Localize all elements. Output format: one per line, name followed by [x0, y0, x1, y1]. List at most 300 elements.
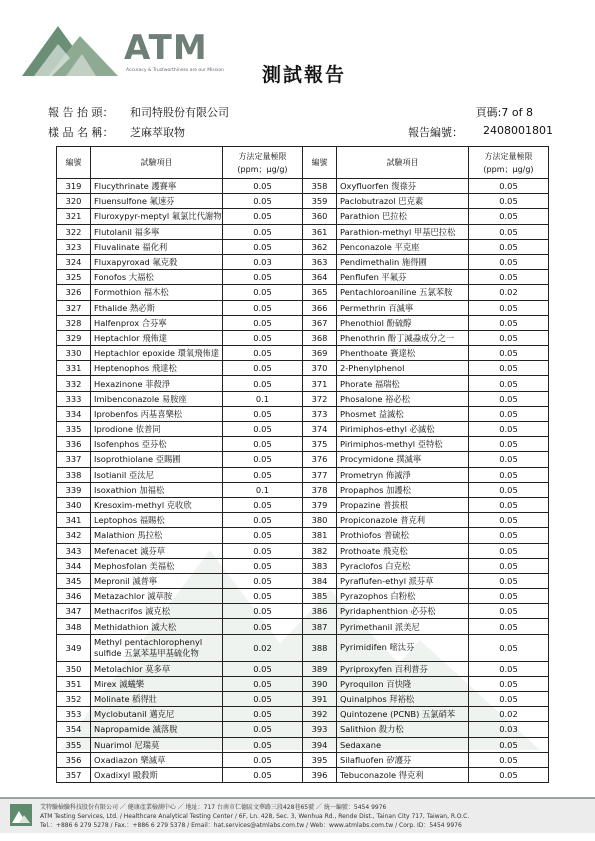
cell-no: 390 [303, 676, 337, 691]
cell-no: 392 [303, 707, 337, 722]
cell-item: Propiconazole 普克利 [337, 513, 469, 528]
table-header-row [57, 147, 549, 179]
cell-no: 350 [57, 661, 91, 676]
cell-item: Pyridaphenthion 必芬松 [337, 604, 469, 619]
cell-limit: 0.05 [223, 315, 303, 330]
cell-item: Heptachlor 飛佈達 [91, 330, 223, 345]
cell-limit: 0.05 [223, 767, 303, 782]
cell-no: 331 [57, 361, 91, 376]
cell-limit: 0.05 [469, 361, 549, 376]
cell-limit: 0.05 [469, 194, 549, 209]
table-row [57, 497, 549, 512]
cell-no: 376 [303, 452, 337, 467]
cell-no: 375 [303, 437, 337, 452]
cell-item: Fluvalinate 福化利 [91, 239, 223, 254]
document-title: 測試報告 [262, 64, 347, 86]
cell-limit: 0.05 [223, 376, 303, 391]
sample-label: 樣 品 名 稱： [48, 126, 114, 139]
cell-item: Pyrimidifen 嘧汰芬 [337, 634, 469, 661]
table-row [57, 270, 549, 285]
cell-no: 363 [303, 254, 337, 269]
cell-item: Pyraclofos 白克松 [337, 558, 469, 573]
cell-item: Myclobutanil 邁克尼 [91, 707, 223, 722]
cell-item: Heptenophos 飛達松 [91, 361, 223, 376]
cell-limit: 0.05 [469, 422, 549, 437]
cell-no: 383 [303, 558, 337, 573]
cell-no: 340 [57, 497, 91, 512]
results-table [56, 146, 549, 783]
cell-item: Halfenprox 合芬寧 [91, 315, 223, 330]
cell-item: Heptachlor epoxide 環氧飛佈達 [91, 346, 223, 361]
footer-line-2: ATM Testing Services, Ltd. / Healthcare Analytical Testing Center / 6F, Ln. 428, Sec. 3, Wenhua Rd., Rende Dist., Tainan City 717, Taiwan, R.O.C. [40, 813, 470, 820]
cell-item: Oxadiazon 樂滅草 [91, 752, 223, 767]
cell-limit: 0.05 [469, 346, 549, 361]
cell-no: 355 [57, 737, 91, 752]
table-row [57, 692, 549, 707]
cell-limit: 0.05 [223, 224, 303, 239]
cell-no: 387 [303, 619, 337, 634]
atm-mountain-logo-icon [22, 18, 122, 78]
sample-value: 芝麻萃取物 [130, 126, 185, 139]
table-row [57, 422, 549, 437]
table-row [57, 406, 549, 421]
cell-limit: 0.05 [469, 300, 549, 315]
cell-no: 322 [57, 224, 91, 239]
cell-no: 319 [57, 179, 91, 194]
table-row [57, 452, 549, 467]
cell-item: Prothoate 飛克松 [337, 543, 469, 558]
cell-no: 326 [57, 285, 91, 300]
table-row [57, 573, 549, 588]
col-header-item: 試驗項目 [91, 147, 223, 179]
table-row [57, 239, 549, 254]
cell-item: Penconazole 平克座 [337, 239, 469, 254]
cell-item: Isofenphos 亞芬松 [91, 437, 223, 452]
cell-item: Fonofos 大福松 [91, 270, 223, 285]
table-row [57, 528, 549, 543]
cell-item: Quintozene (PCNB) 五氯硝苯 [337, 707, 469, 722]
table-row [57, 722, 549, 737]
table-row [57, 315, 549, 330]
cell-limit: 0.05 [469, 543, 549, 558]
cell-item: Metolachlor 莫多草 [91, 661, 223, 676]
cell-item: Pyroquilon 百快隆 [337, 676, 469, 691]
cell-item: Tebuconazole 得克利 [337, 767, 469, 782]
cell-limit: 0.05 [469, 406, 549, 421]
cell-no: 349 [57, 634, 91, 661]
cell-no: 327 [57, 300, 91, 315]
cell-no: 362 [303, 239, 337, 254]
cell-item: Penflufen 平氟芬 [337, 270, 469, 285]
cell-limit: 0.05 [223, 558, 303, 573]
cell-no: 334 [57, 406, 91, 421]
table-row [57, 224, 549, 239]
table-row [57, 194, 549, 209]
cell-limit: 0.02 [469, 285, 549, 300]
table-row [57, 482, 549, 497]
cell-no: 351 [57, 676, 91, 691]
cell-no: 345 [57, 573, 91, 588]
cell-item: Imibenconazole 易胺座 [91, 391, 223, 406]
cell-item: Mirex 滅蟻樂 [91, 676, 223, 691]
cell-item: Methidathion 滅大松 [91, 619, 223, 634]
table-row [57, 209, 549, 224]
cell-limit: 0.05 [469, 692, 549, 707]
cell-item: Pyriproxyfen 百利普芬 [337, 661, 469, 676]
cell-limit: 0.05 [469, 437, 549, 452]
cell-no: 386 [303, 604, 337, 619]
cell-no: 354 [57, 722, 91, 737]
cell-item: Fluxapyroxad 氟克殺 [91, 254, 223, 269]
cell-limit: 0.05 [469, 209, 549, 224]
cell-limit: 0.05 [469, 270, 549, 285]
cell-no: 347 [57, 604, 91, 619]
cell-item: Prothiofos 普硫松 [337, 528, 469, 543]
cell-limit: 0.1 [223, 482, 303, 497]
cell-item: Phenothiol 酚硫醇 [337, 315, 469, 330]
cell-item: Fluroxypyr-meptyl 氟氯比代謝物 [91, 209, 223, 224]
cell-item: Flucythrinate 護賽寧 [91, 179, 223, 194]
cell-no: 337 [57, 452, 91, 467]
cell-item: Kresoxim-methyl 克收欣 [91, 497, 223, 512]
cell-limit: 0.05 [223, 346, 303, 361]
cell-item: Phosalone 裕必松 [337, 391, 469, 406]
cell-item: Pyrimethanil 派美尼 [337, 619, 469, 634]
cell-limit: 0.05 [469, 737, 549, 752]
cell-item: Pentachloroaniline 五氯苯胺 [337, 285, 469, 300]
table-row [57, 589, 549, 604]
cell-item: Salithion 殺力松 [337, 722, 469, 737]
cell-limit: 0.03 [469, 722, 549, 737]
cell-item: Hexazinone 菲殺淨 [91, 376, 223, 391]
cell-no: 384 [303, 573, 337, 588]
cell-no: 333 [57, 391, 91, 406]
cell-limit: 0.02 [469, 707, 549, 722]
table-row [57, 391, 549, 406]
cell-no: 352 [57, 692, 91, 707]
cell-item: Prometryn 佈滅淨 [337, 467, 469, 482]
cell-limit: 0.02 [223, 634, 303, 661]
cell-limit: 0.05 [469, 573, 549, 588]
cell-item: 2-Phenylphenol [337, 361, 469, 376]
table-row [57, 634, 549, 661]
cell-item: Paclobutrazol 巴克素 [337, 194, 469, 209]
table-row [57, 707, 549, 722]
cell-no: 324 [57, 254, 91, 269]
cell-no: 364 [303, 270, 337, 285]
cell-limit: 0.05 [469, 376, 549, 391]
cell-limit: 0.05 [469, 391, 549, 406]
cell-no: 368 [303, 330, 337, 345]
table-row [57, 513, 549, 528]
cell-item: Parathion 巴拉松 [337, 209, 469, 224]
cell-item: Iprodione 依普同 [91, 422, 223, 437]
cell-limit: 0.05 [223, 752, 303, 767]
cell-item: Formothion 福木松 [91, 285, 223, 300]
cell-item: Methyl pentachlorophenyl sulfide 五氯苯基甲基硫化物 [91, 634, 223, 661]
cell-item: Napropamide 滅落脫 [91, 722, 223, 737]
cell-no: 329 [57, 330, 91, 345]
cell-no: 396 [303, 767, 337, 782]
logo-word: ATM [124, 28, 208, 68]
cell-no: 381 [303, 528, 337, 543]
cell-item: Phosmet 益滅松 [337, 406, 469, 421]
col-header-no: 編號 [57, 147, 91, 179]
cell-no: 389 [303, 661, 337, 676]
cell-no: 366 [303, 300, 337, 315]
cell-limit: 0.05 [223, 707, 303, 722]
cell-no: 382 [303, 543, 337, 558]
cell-limit: 0.05 [469, 619, 549, 634]
cell-no: 379 [303, 497, 337, 512]
cell-item: Malathion 馬拉松 [91, 528, 223, 543]
company-logo [22, 18, 232, 78]
cell-no: 341 [57, 513, 91, 528]
footer-logo-icon [10, 804, 32, 826]
cell-limit: 0.05 [223, 737, 303, 752]
cell-limit: 0.05 [223, 497, 303, 512]
cell-item: Isoprothiolane 亞賜圃 [91, 452, 223, 467]
table-body [57, 179, 549, 783]
cell-limit: 0.05 [469, 767, 549, 782]
cell-limit: 0.05 [223, 604, 303, 619]
col-header-no: 編號 [303, 147, 337, 179]
cell-item: Isoxathion 加福松 [91, 482, 223, 497]
cell-item: Leptophos 福賜松 [91, 513, 223, 528]
cell-limit: 0.05 [469, 497, 549, 512]
cell-limit: 0.05 [223, 676, 303, 691]
cell-item: Phenthoate 賽達松 [337, 346, 469, 361]
cell-limit: 0.05 [223, 692, 303, 707]
cell-item: Phorate 福瑞松 [337, 376, 469, 391]
report-no-value: 2408001801 [483, 124, 553, 137]
cell-no: 344 [57, 558, 91, 573]
cell-limit: 0.05 [469, 528, 549, 543]
cell-no: 323 [57, 239, 91, 254]
cell-limit: 0.05 [223, 467, 303, 482]
cell-no: 325 [57, 270, 91, 285]
table-row [57, 661, 549, 676]
footer [0, 797, 595, 833]
cell-no: 320 [57, 194, 91, 209]
cell-no: 358 [303, 179, 337, 194]
cell-limit: 0.05 [469, 589, 549, 604]
cell-no: 321 [57, 209, 91, 224]
cell-limit: 0.05 [469, 254, 549, 269]
cell-no: 365 [303, 285, 337, 300]
cell-item: Permethrin 百滅寧 [337, 300, 469, 315]
cell-limit: 0.05 [469, 634, 549, 661]
cell-limit: 0.05 [469, 330, 549, 345]
cell-limit: 0.05 [469, 558, 549, 573]
cell-limit: 0.05 [469, 752, 549, 767]
cell-item: Iprobenfos 丙基喜樂松 [91, 406, 223, 421]
cell-item: Parathion-methyl 甲基巴拉松 [337, 224, 469, 239]
cell-no: 356 [57, 752, 91, 767]
cell-item: Metazachlor 滅草胺 [91, 589, 223, 604]
cell-no: 393 [303, 722, 337, 737]
cell-item: Molinate 稻得壯 [91, 692, 223, 707]
table-row [57, 285, 549, 300]
cell-no: 361 [303, 224, 337, 239]
col-header-item: 試驗項目 [337, 147, 469, 179]
cell-limit: 0.05 [223, 285, 303, 300]
table-row [57, 330, 549, 345]
cell-no: 335 [57, 422, 91, 437]
cell-no: 369 [303, 346, 337, 361]
cell-no: 360 [303, 209, 337, 224]
table-row [57, 737, 549, 752]
cell-item: Propazine 普拔根 [337, 497, 469, 512]
cell-limit: 0.05 [469, 452, 549, 467]
col-header-limit: 方法定量極限 (ppm；μg/g) [469, 147, 549, 179]
cell-no: 339 [57, 482, 91, 497]
table-row [57, 558, 549, 573]
cell-no: 394 [303, 737, 337, 752]
cell-item: Silafluofen 矽護芬 [337, 752, 469, 767]
cell-no: 336 [57, 437, 91, 452]
cell-limit: 0.05 [223, 573, 303, 588]
cell-item: Pyrazophos 白粉松 [337, 589, 469, 604]
report-no-label: 報告編號： [408, 126, 463, 139]
cell-no: 338 [57, 467, 91, 482]
cell-no: 353 [57, 707, 91, 722]
cell-limit: 0.05 [223, 406, 303, 421]
cell-no: 359 [303, 194, 337, 209]
cell-no: 395 [303, 752, 337, 767]
cell-no: 332 [57, 376, 91, 391]
table-row [57, 767, 549, 782]
cell-no: 370 [303, 361, 337, 376]
table-row [57, 254, 549, 269]
cell-limit: 0.05 [469, 224, 549, 239]
cell-item: Pirimiphos-methyl 亞特松 [337, 437, 469, 452]
table-row [57, 467, 549, 482]
cell-limit: 0.05 [469, 604, 549, 619]
cell-no: 373 [303, 406, 337, 421]
table-row [57, 179, 549, 194]
cell-no: 372 [303, 391, 337, 406]
cell-limit: 0.05 [469, 661, 549, 676]
cell-no: 348 [57, 619, 91, 634]
cell-no: 385 [303, 589, 337, 604]
cell-item: Oxadixyl 毆殺斯 [91, 767, 223, 782]
cell-item: Fthalide 熱必斯 [91, 300, 223, 315]
cell-no: 342 [57, 528, 91, 543]
cell-item: Nuarimol 尼瑞莫 [91, 737, 223, 752]
cell-limit: 0.05 [469, 676, 549, 691]
cell-limit: 0.05 [223, 209, 303, 224]
cell-no: 367 [303, 315, 337, 330]
cell-limit: 0.05 [223, 179, 303, 194]
cell-limit: 0.05 [223, 661, 303, 676]
cell-no: 371 [303, 376, 337, 391]
cell-limit: 0.05 [223, 589, 303, 604]
cell-limit: 0.05 [223, 361, 303, 376]
cell-no: 343 [57, 543, 91, 558]
cell-limit: 0.05 [223, 330, 303, 345]
footer-line-3: Tel.：+886 6 279 5278 / Fax.：+886 6 279 5378 / Email：hat.services@atmlabs.com.tw / Web：www.atmlabs.com.tw / Corp. ID：5454 9976 [40, 822, 462, 829]
cell-item: Mepronil 滅普寧 [91, 573, 223, 588]
cell-item: Methacrifos 滅克松 [91, 604, 223, 619]
cell-limit: 0.05 [223, 300, 303, 315]
cell-limit: 0.05 [469, 315, 549, 330]
cell-item: Pendimethalin 施得圃 [337, 254, 469, 269]
table-row [57, 376, 549, 391]
cell-item: Mefenacet 滅芬草 [91, 543, 223, 558]
cell-item: Phenothrin 酚丁滅蝨成分之一 [337, 330, 469, 345]
cell-no: 374 [303, 422, 337, 437]
cell-no: 391 [303, 692, 337, 707]
cell-limit: 0.1 [223, 391, 303, 406]
cell-limit: 0.05 [223, 239, 303, 254]
cell-item: Sedaxane [337, 737, 469, 752]
table-row [57, 361, 549, 376]
cell-limit: 0.05 [223, 513, 303, 528]
cell-limit: 0.05 [223, 543, 303, 558]
cell-item: Fluensulfone 氟速芬 [91, 194, 223, 209]
cell-no: 380 [303, 513, 337, 528]
cell-no: 328 [57, 315, 91, 330]
applicant-value: 和司特股份有限公司 [130, 106, 229, 119]
cell-limit: 0.05 [469, 482, 549, 497]
cell-limit: 0.05 [469, 467, 549, 482]
cell-limit: 0.05 [223, 194, 303, 209]
table-row [57, 604, 549, 619]
table-row [57, 676, 549, 691]
cell-item: Pirimiphos-ethyl 必滅松 [337, 422, 469, 437]
footer-line-1: 艾特驗檢驗科技股份有限公司 ／ 健康產業檢測中心 ／ 地址：717 台南市仁德區文華路三段428巷65號 ／ 統一編號：5454 9976 [40, 804, 387, 811]
cell-no: 357 [57, 767, 91, 782]
table-row [57, 543, 549, 558]
table-row [57, 437, 549, 452]
cell-no: 330 [57, 346, 91, 361]
table-row [57, 619, 549, 634]
report-header [22, 18, 582, 88]
cell-item: Oxyfluorfen 復祿芬 [337, 179, 469, 194]
cell-limit: 0.05 [469, 239, 549, 254]
applicant-label: 報 告 抬 頭： [48, 106, 114, 119]
cell-limit: 0.05 [223, 722, 303, 737]
col-header-limit: 方法定量極限 (ppm；μg/g) [223, 147, 303, 179]
table-row [57, 752, 549, 767]
cell-no: 388 [303, 634, 337, 661]
page-number: 頁碼:7 of 8 [475, 106, 533, 119]
cell-limit: 0.05 [469, 179, 549, 194]
cell-limit: 0.05 [469, 513, 549, 528]
cell-limit: 0.05 [223, 270, 303, 285]
cell-item: Isotianil 亞汰尼 [91, 467, 223, 482]
cell-no: 346 [57, 589, 91, 604]
cell-item: Pyraflufen-ethyl 派芬草 [337, 573, 469, 588]
cell-limit: 0.05 [223, 619, 303, 634]
cell-no: 377 [303, 467, 337, 482]
cell-item: Quinalphos 拜裕松 [337, 692, 469, 707]
logo-tagline: Accuracy & Trustworthiness are our Mission [126, 68, 224, 73]
cell-no: 378 [303, 482, 337, 497]
cell-limit: 0.05 [223, 452, 303, 467]
cell-item: Flutolanil 福多寧 [91, 224, 223, 239]
cell-item: Propaphos 加護松 [337, 482, 469, 497]
cell-item: Mephosfolan 美福松 [91, 558, 223, 573]
cell-limit: 0.05 [223, 528, 303, 543]
cell-limit: 0.05 [223, 422, 303, 437]
table-row [57, 346, 549, 361]
cell-limit: 0.05 [223, 437, 303, 452]
cell-limit: 0.03 [223, 254, 303, 269]
cell-item: Procymidone 撲滅寧 [337, 452, 469, 467]
table-row [57, 300, 549, 315]
